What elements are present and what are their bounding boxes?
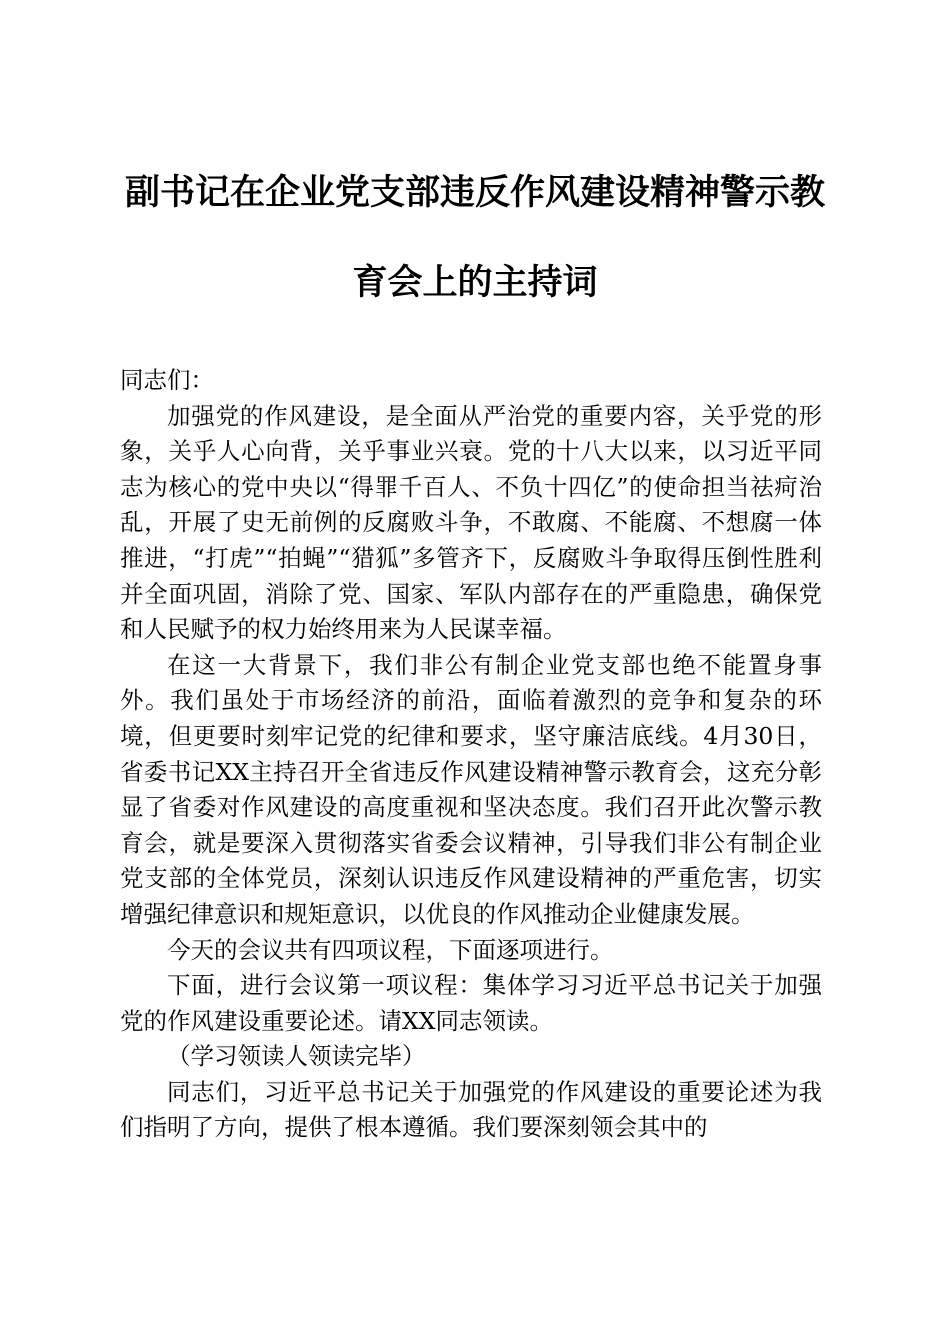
paragraph: 下面，进行会议第一项议程：集体学习习近平总书记关于加强党的作风建设重要论述。请XX同志领读。 [120, 971, 822, 1035]
document-title: 副书记在企业党支部违反作风建设精神警示教育会上的主持词 [124, 172, 825, 303]
paragraph: （学习领读人领读完毕） [167, 1042, 426, 1071]
paragraph: 今天的会议共有四项议程，下面逐项进行。 [167, 935, 614, 964]
document-body [120, 363, 822, 1146]
salutation: 同志们： [120, 366, 214, 394]
paragraph: 加强党的作风建设，是全面从严治党的重要内容，关乎党的形象，关乎人心向背，关乎事业兴衰。党的十八大以来，以习近平同志为核心的党中央以“得罪千百人、不负十四亿”的使命担当祛疴治乱，开展了史无前例的反腐败斗争，不敢腐、不能腐、不想腐一体推进，“打虎”“拍蝇”“猎狐”多管齐下，反腐败斗争取得压倒性胜利并全面巩固，消除了党、国家、军队内部存在的严重隐患，确保党和人民赋予的权力始终用来为人民谋幸福。 [120, 401, 822, 644]
paragraph: 同志们，习近平总书记关于加强党的作风建设的重要论述为我们指明了方向，提供了根本遵循。我们要深刻领会其中的 [120, 1077, 822, 1142]
paragraph: 在这一大背景下，我们非公有制企业党支部也绝不能置身事外。我们虽处于市场经济的前沿，面临着激烈的竞争和复杂的环境，但更要时刻牢记党的纪律和要求，坚守廉洁底线。4月30日，省委书记XX主持召开全省违反作风建设精神警示教育会，这充分彰显了省委对作风建设的高度重视和坚决态度。我们召开此次警示教育会，就是要深入贯彻落实省委会议精神，引导我们非公有制企业党支部的全体党员，深刻认识违反作风建设精神的严重危害，切实增强纪律意识和规矩意识，以优良的作风推动企业健康发展。 [120, 650, 822, 928]
